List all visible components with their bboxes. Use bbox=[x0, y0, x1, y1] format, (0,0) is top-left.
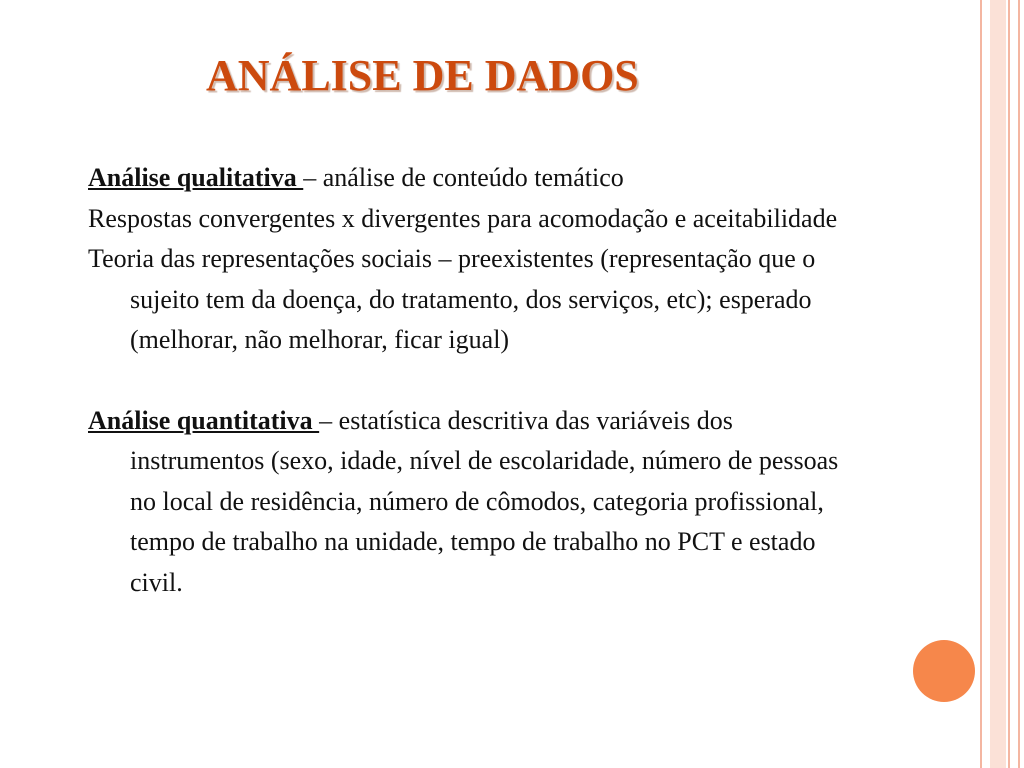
paragraph-responses-text: Respostas convergentes x divergentes para acomodação e aceitabilidade bbox=[88, 203, 838, 233]
frame-band bbox=[990, 0, 1006, 768]
paragraph-responses bbox=[88, 199, 863, 240]
slide-title: ANÁLISE DE DADOS bbox=[206, 51, 639, 100]
orange-circle-decoration bbox=[913, 640, 975, 702]
slide-content bbox=[88, 158, 863, 603]
frame-line-left bbox=[980, 0, 982, 768]
term-qualitative: Análise qualitativa bbox=[88, 163, 304, 192]
frame-line-middle bbox=[1008, 0, 1010, 768]
paragraph-qualitative-text: – análise de conteúdo temático bbox=[303, 163, 624, 192]
paragraph-theory bbox=[88, 239, 863, 361]
term-quantitative: Análise quantitativa bbox=[88, 405, 320, 435]
paragraph-spacer bbox=[88, 361, 863, 401]
paragraph-quantitative bbox=[88, 401, 863, 604]
paragraph-theory-text: Teoria das representações sociais – preexistentes (representação que o sujeito tem da doença, do tratamento, dos serviços, etc); esperado (melhorar, não melhorar, ficar igual) bbox=[88, 244, 816, 354]
paragraph-quantitative-text: – estatística descritiva das variáveis dos instrumentos (sexo, idade, nível de escolaridade, número de pessoas no local de residência, número de cômodos, categoria profissional, tempo de trabalho na unidade, tempo de trabalho no PCT e estado civil. bbox=[130, 405, 839, 597]
paragraph-qualitative bbox=[88, 158, 863, 199]
frame-line-right bbox=[1018, 0, 1020, 768]
